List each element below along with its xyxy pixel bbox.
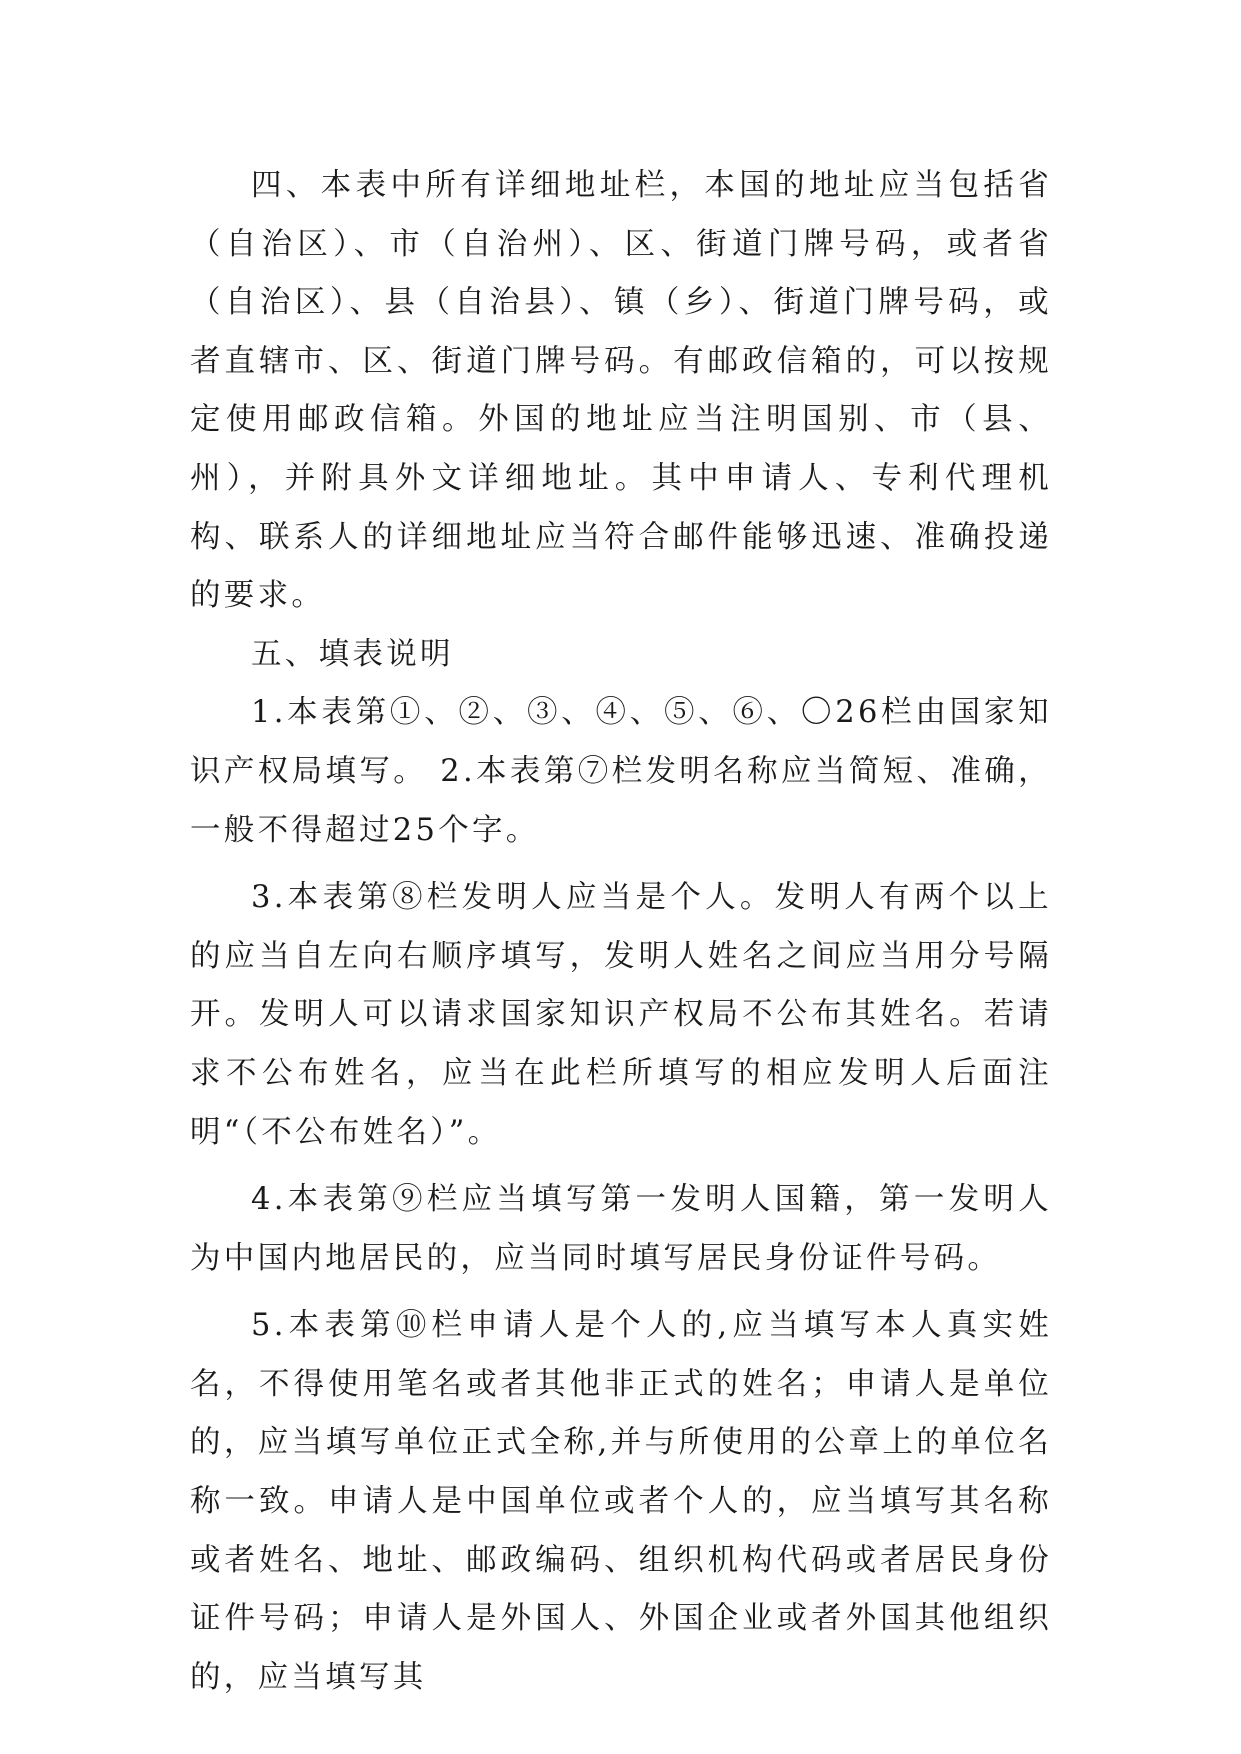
document-body (190, 157, 1052, 1707)
section-heading-form-instructions: 五、填表说明 (251, 636, 454, 672)
paragraph-instruction-1-2: 1.本表第①、②、③、④、⑤、⑥、〇26栏由国家知识产权局填写。 2.本表第⑦栏发明名称应当简短、准确，一般不得超过25个字。 (190, 695, 1052, 848)
paragraph-instruction-3: 3.本表第⑧栏发明人应当是个人。发明人有两个以上的应当自左向右顺序填写，发明人姓名之间应当用分号隔开。发明人可以请求国家知识产权局不公布其姓名。若请求不公布姓名，应当在此栏所填写的相应发明人后面注明“（不公布姓名）”。 (190, 880, 1052, 1150)
paragraph-instruction-5: 5.本表第⑩栏申请人是个人的,应当填写本人真实姓名，不得使用笔名或者其他非正式的姓名；申请人是单位的，应当填写单位正式全称,并与所使用的公章上的单位名称一致。申请人是中国单位或者个人的，应当填写其名称或者姓名、地址、邮政编码、组织机构代码或者居民身份证件号码；申请人是外国人、外国企业或者外国其他组织的，应当填写其 (190, 1308, 1052, 1695)
paragraph-instruction-4: 4.本表第⑨栏应当填写第一发明人国籍，第一发明人为中国内地居民的，应当同时填写居民身份证件号码。 (190, 1182, 1052, 1276)
paragraph-address-rules: 四、本表中所有详细地址栏，本国的地址应当包括省（自治区）、市（自治州）、区、街道门牌号码，或者省（自治区）、县（自治县）、镇（乡）、街道门牌号码，或者直辖市、区、街道门牌号码。有邮政信箱的，可以按规定使用邮政信箱。外国的地址应当注明国别、市（县、州），并附具外文详细地址。其中申请人、专利代理机构、联系人的详细地址应当符合邮件能够迅速、准确投递的要求。 (190, 168, 1052, 614)
